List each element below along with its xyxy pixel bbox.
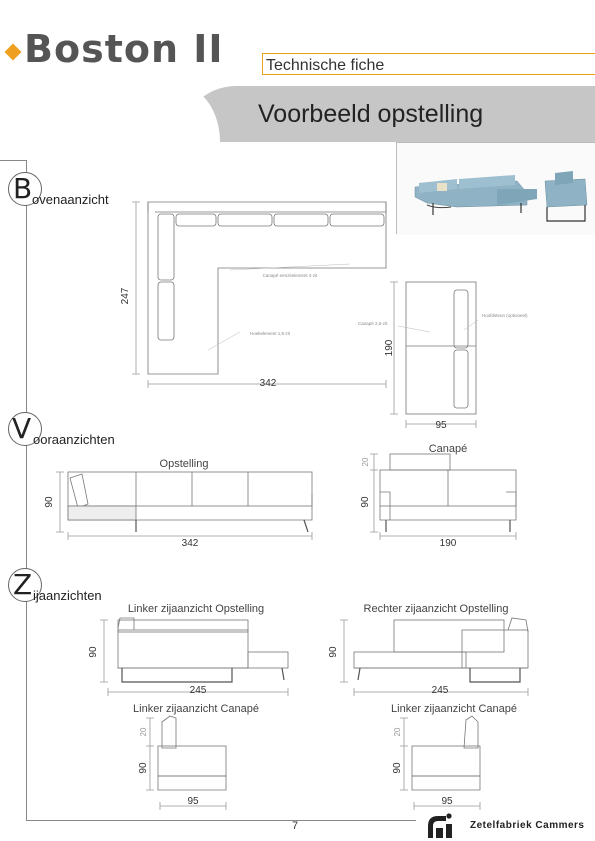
side-left-label: Linker zijaanzicht Opstelling <box>127 603 265 615</box>
canape-top-dim-w: 95 <box>435 420 447 431</box>
section-title-zij: ijaanzichten <box>33 588 102 603</box>
front-opstelling-drawing <box>56 472 312 540</box>
side-right-label: Rechter zijaanzicht Opstelling <box>363 603 509 615</box>
page-title: Boston II <box>24 27 224 71</box>
front-canape-label: Canapé <box>428 443 468 455</box>
side-left-dim-h: 90 <box>88 646 99 658</box>
top-label-bank: Canapé eenzitelement 4-zit <box>262 273 318 278</box>
side-right-canape-dim-h: 90 <box>392 762 403 774</box>
front-canape-drawing <box>370 454 516 540</box>
tech-label: Technische fiche <box>266 57 385 74</box>
front-canape-dim-h: 90 <box>360 496 371 508</box>
front-opstelling-label: Opstelling <box>159 458 209 470</box>
page-subtitle: Voorbeeld opstelling <box>258 100 484 128</box>
section-letter-voor: V <box>12 412 32 445</box>
side-right-canape-drawing <box>400 716 480 810</box>
side-left-canape-dim-hr: 20 <box>139 727 148 737</box>
section-letter-zij: Z <box>13 568 33 601</box>
company-name: Zetelfabriek Cammers <box>470 820 585 831</box>
top-dim-height: 247 <box>120 287 131 305</box>
company-logo-icon <box>424 812 464 840</box>
page-number: 7 <box>292 820 299 832</box>
side-left-canape-dim-h: 90 <box>138 762 149 774</box>
side-right-canape-label: Linker zijaanzicht Canapé <box>391 703 517 715</box>
section-title-voor: ooraanzichten <box>33 432 115 447</box>
canape-top-label2: Hoofdsteun (optioneel) <box>482 313 528 318</box>
side-right-dim-w: 245 <box>431 685 449 696</box>
side-left-canape-dim-w: 95 <box>187 796 199 807</box>
side-right-canape-dim-w: 95 <box>441 796 453 807</box>
front-opstelling-dim-w: 342 <box>181 538 199 549</box>
top-view-canape-drawing <box>390 282 478 428</box>
front-opstelling-dim-h: 90 <box>44 496 55 508</box>
section-letter-boven: B <box>13 172 33 205</box>
section-title-boven: ovenaanzicht <box>32 192 109 207</box>
side-left-canape-label: Linker zijaanzicht Canapé <box>133 703 259 715</box>
side-right-canape-dim-hr: 20 <box>393 727 402 737</box>
top-view-drawing <box>132 202 386 388</box>
top-dim-width: 342 <box>259 378 277 389</box>
canape-top-label: Canapé 2,5-zit <box>358 321 388 326</box>
canape-top-dim-h: 190 <box>384 339 395 357</box>
side-left-canape-drawing <box>146 716 226 810</box>
side-right-dim-h: 90 <box>328 646 339 658</box>
front-canape-dim-hr: 20 <box>361 457 370 467</box>
front-canape-dim-w: 190 <box>439 538 457 549</box>
top-label-hoek: Hoekelement 1,5-zit <box>250 331 291 336</box>
side-left-dim-w: 245 <box>189 685 207 696</box>
